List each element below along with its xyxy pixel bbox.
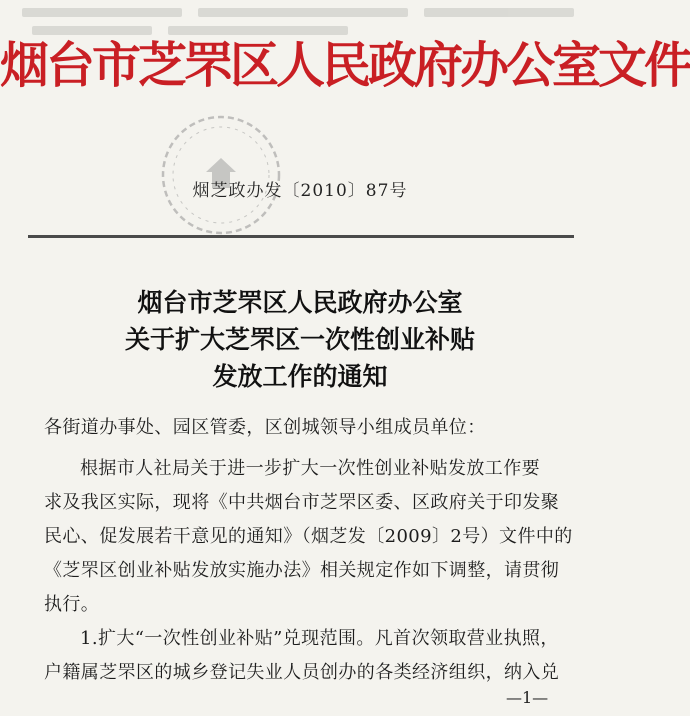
document-number: 烟芝政办发〔2010〕87号 (192, 181, 408, 201)
title-line-3: 发放工作的通知 (212, 362, 388, 391)
title-line-1: 烟台市芝罘区人民政府办公室 (137, 288, 463, 317)
body-line: 根据市人社局关于进一步扩大一次性创业补贴发放工作要 (80, 458, 540, 479)
header-rule (28, 235, 574, 238)
page-number: —1— (506, 688, 549, 707)
body-line: 1.扩大“一次性创业补贴”兑现范围。凡首次领取营业执照， (80, 628, 559, 649)
body-line: 民心、促发展若干意见的通知》（烟芝发〔2009〕2号）文件中的 (44, 526, 573, 547)
title-line-2: 关于扩大芝罘区一次性创业补贴 (124, 325, 475, 354)
salutation-line: 各街道办事处、园区管委，区创城领导小组成员单位： (44, 417, 486, 438)
bleed-through-text (22, 4, 582, 38)
official-seal-stamp (146, 110, 296, 240)
body-line: 求及我区实际，现将《中共烟台市芝罘区委、区政府关于印发聚 (44, 492, 560, 513)
document-masthead: 烟台市芝罘区人民政府办公室文件 (0, 37, 690, 94)
body-line: 执行。 (44, 594, 100, 615)
body-line: 《芝罘区创业补贴发放实施办法》相关规定作如下调整，请贯彻 (44, 560, 560, 581)
body-line: 户籍属芝罘区的城乡登记失业人员创办的各类经济组织，纳入兑 (44, 662, 560, 683)
